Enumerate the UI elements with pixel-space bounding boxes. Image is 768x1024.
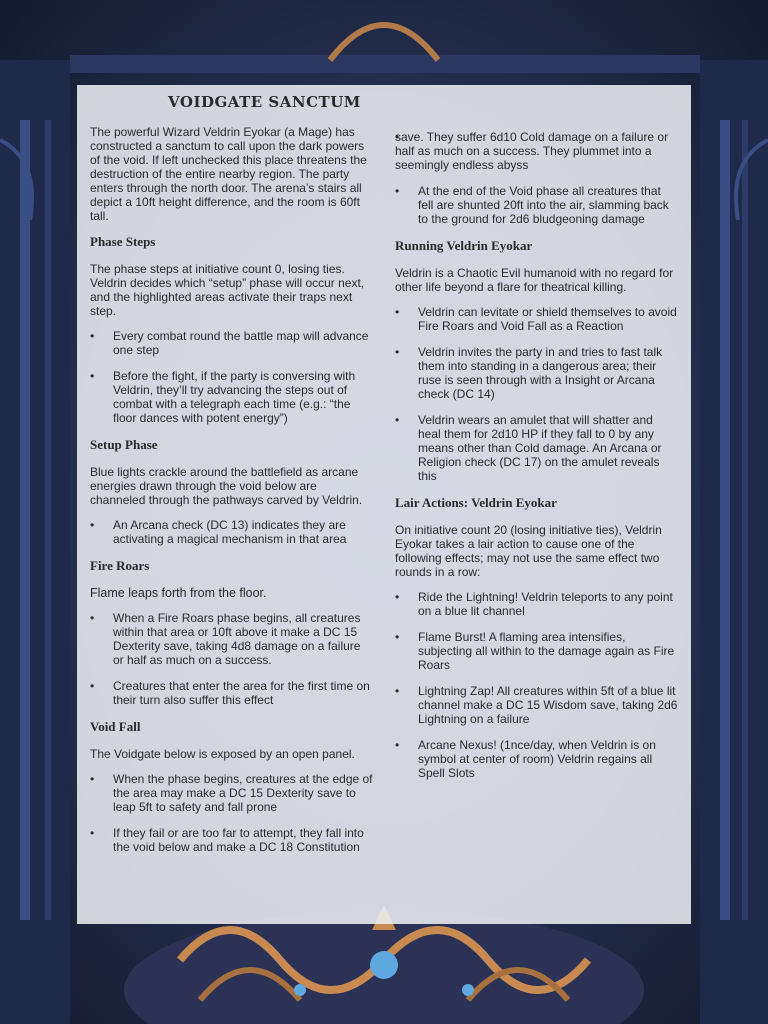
left-column <box>90 93 373 924</box>
list-item: • Veldrin invites the party in and tries to fast talk them into standing in a dangerous area; their ruse is seen through with a Insight or Arcana check (DC 14) <box>395 345 678 401</box>
list-item: • Arcane Nexus! (1nce/day, when Veldrin is on symbol at center of room) Veldrin regains all Spell Slots <box>395 738 678 780</box>
content-panel <box>77 85 691 924</box>
intro-paragraph: The powerful Wizard Veldrin Eyokar (a Mage) has constructed a sanctum to call upon the dark powers of the void. If left unchecked this place threatens the destruction of the entire nearby region. The party enters through the north door. The arena’s stairs all depict a 10ft height difference, and the room is 60ft tall. <box>90 125 367 223</box>
heading-void-fall: Void Fall <box>90 719 141 734</box>
void-fall-text: The Voidgate below is exposed by an open panel. <box>90 747 355 761</box>
list-item-continued: • save. They suffer 6d10 Cold damage on a failure or half as much on a success. They plummet into a seemingly endless abyss <box>395 130 678 172</box>
list-item: • When the phase begins, creatures at the edge of the area may make a DC 15 Dexterity save to leap 5ft to safety and fall prone <box>90 772 373 814</box>
list-item: • Veldrin wears an amulet that will shatter and heal them for 2d10 HP if they fall to 0 by any means other than Cold damage. An Arcana or Religion check (DC 17) on the amulet reveals this <box>395 413 678 483</box>
list-item: • Every combat round the battle map will advance one step <box>90 329 373 357</box>
list-item: • An Arcana check (DC 13) indicates they are activating a magical mechanism in that area <box>90 518 373 546</box>
heading-setup-phase: Setup Phase <box>90 437 158 452</box>
running-veldrin-text: Veldrin is a Chaotic Evil humanoid with no regard for other life beyond a flare for theatrical killing. <box>395 266 674 294</box>
list-item: • When a Fire Roars phase begins, all creatures within that area or 10ft above it make a DC 15 Dexterity save, taking 4d8 damage on a failure or half as much on a success. <box>90 611 373 667</box>
list-item: • Ride the Lightning! Veldrin teleports to any point on a blue lit channel <box>395 590 678 618</box>
void-fall-list <box>90 772 373 854</box>
lair-actions-list <box>395 590 678 780</box>
list-item: • Flame Burst! A flaming area intensifies, subjecting all within to the damage again as Fire Roars <box>395 630 678 672</box>
list-item: • If they fail or are too far to attempt, they fall into the void below and make a DC 18 Constitution <box>90 826 373 854</box>
document-title: VOIDGATE SANCTUM <box>168 93 361 111</box>
phase-steps-list <box>90 329 373 425</box>
setup-phase-list <box>90 518 373 546</box>
void-fall-continued-list <box>395 130 678 226</box>
fire-roars-text: Flame leaps forth from the floor. <box>90 586 267 600</box>
list-item: • At the end of the Void phase all creatures that fell are shunted 20ft into the air, slamming back to the ground for 2d6 bludgeoning damage <box>395 184 678 226</box>
lair-actions-text: On initiative count 20 (losing initiative ties), Veldrin Eyokar takes a lair action to cause one of the following effects; may not use the same effect two rounds in a row: <box>395 523 662 579</box>
list-item: • Lightning Zap! All creatures within 5ft of a blue lit channel make a DC 15 Wisdom save, taking 2d6 Lightning on a failure <box>395 684 678 726</box>
list-item: • Before the fight, if the party is conversing with Veldrin, they’ll try advancing the steps out of combat with a telegraph each time (e.g.: “the floor dances with potent energy”) <box>90 369 373 425</box>
setup-phase-text: Blue lights crackle around the battlefield as arcane energies drawn through the void below are channeled through the pathways carved by Veldrin. <box>90 465 363 507</box>
heading-lair-actions: Lair Actions: Veldrin Eyokar <box>395 495 557 510</box>
fire-roars-list <box>90 611 373 707</box>
right-column <box>395 93 678 924</box>
list-item: • Creatures that enter the area for the first time on their turn also suffer this effect <box>90 679 373 707</box>
phase-steps-text: The phase steps at initiative count 0, losing ties. Veldrin decides which “setup” phase will occur next, and the highlighted areas activate their traps next step. <box>90 262 365 318</box>
heading-phase-steps: Phase Steps <box>90 234 156 249</box>
heading-fire-roars: Fire Roars <box>90 558 150 573</box>
heading-running-veldrin: Running Veldrin Eyokar <box>395 238 533 253</box>
running-veldrin-list <box>395 305 678 483</box>
list-item: • Veldrin can levitate or shield themselves to avoid Fire Roars and Void Fall as a Reaction <box>395 305 678 333</box>
